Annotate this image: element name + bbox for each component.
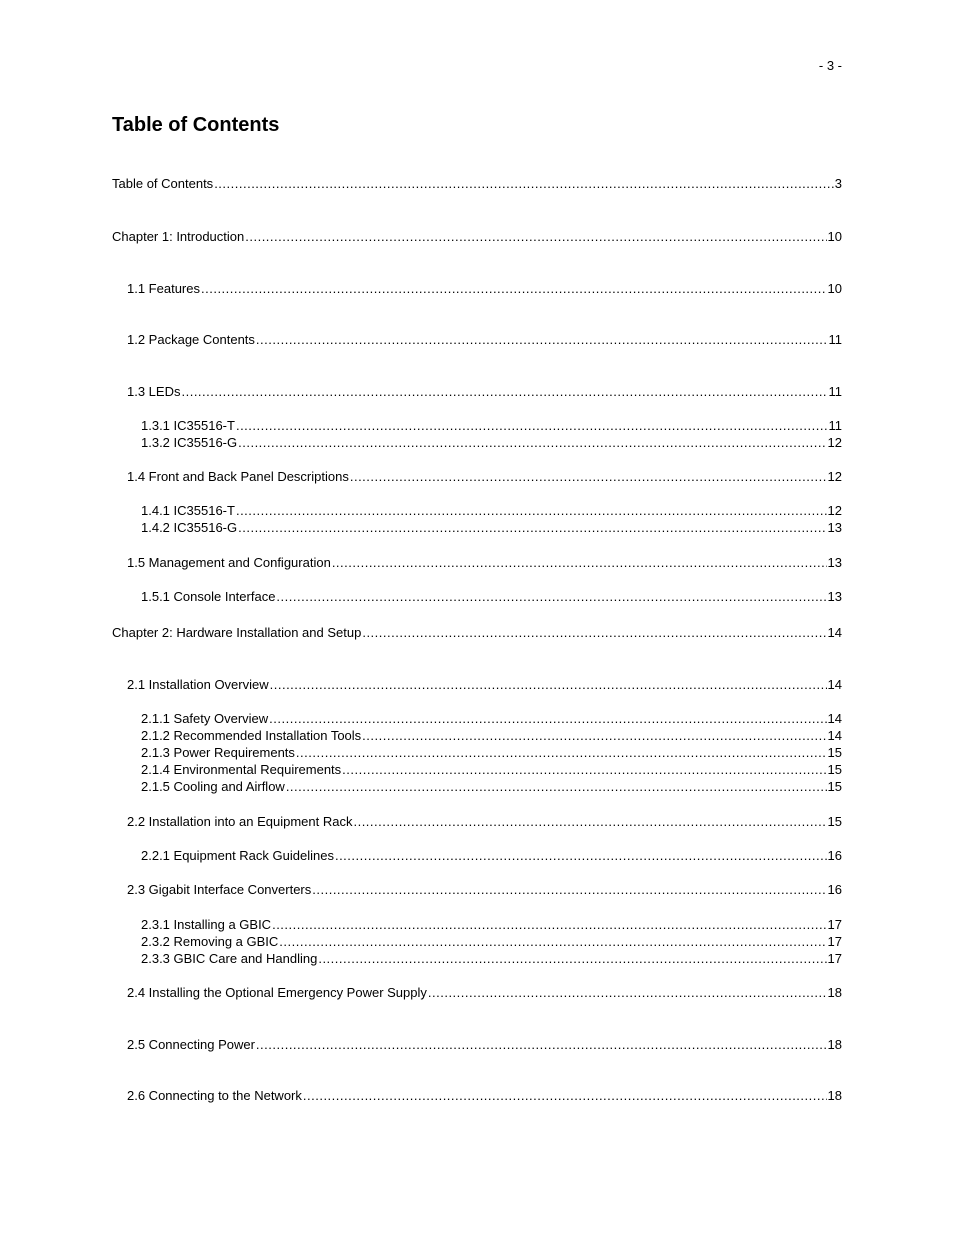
toc-entry-page: 14 [827,625,842,640]
toc-entry-label: 1.4.2 IC35516-G [141,520,238,535]
toc-entry-label: 1.4.1 IC35516-T [141,503,235,518]
dot-leader [428,984,827,1001]
toc-entry-label: 1.1 Features [127,281,200,296]
toc-entry-page: 11 [828,332,842,347]
dot-leader [312,881,826,898]
toc-entry[interactable] [141,847,842,864]
toc-entry-page: 18 [827,1088,842,1103]
toc-entry-page: 12 [827,435,842,450]
toc-entry[interactable] [112,228,842,245]
toc-entry[interactable] [127,331,842,348]
toc-entry[interactable] [141,761,842,778]
toc-entry-label: Chapter 1: Introduction [112,229,245,244]
toc-entry-label: 2.3 Gigabit Interface Converters [127,882,312,897]
toc-entry-page: 14 [827,728,842,743]
toc-entry-page: 13 [827,555,842,570]
dot-leader [270,676,827,693]
dot-leader [201,280,827,297]
page-number: - 3 - [818,58,842,73]
toc-entry[interactable] [141,710,842,727]
toc-entry[interactable] [141,916,842,933]
toc-entry-label: 2.3.2 Removing a GBIC [141,934,279,949]
toc-entry-page: 16 [827,882,842,897]
toc-entry-label: 2.5 Connecting Power [127,1037,255,1052]
dot-leader [181,383,827,400]
toc-entry[interactable] [141,519,842,536]
toc-entry-label: 2.3.1 Installing a GBIC [141,917,272,932]
toc-entry[interactable] [141,950,842,967]
toc-entry[interactable] [141,778,842,795]
toc-entry-label: 2.4 Installing the Optional Emergency Power Supply [127,985,427,1000]
dot-leader [362,727,826,744]
toc-entry-page: 13 [827,589,842,604]
dot-leader [286,778,827,795]
toc-entry-label: 1.5.1 Console Interface [141,589,276,604]
toc-entry[interactable] [141,434,842,451]
toc-entry[interactable] [127,881,842,898]
toc-entry[interactable] [141,588,842,605]
toc-entry[interactable] [141,727,842,744]
dot-leader [236,417,828,434]
toc-entry-label: 2.1.1 Safety Overview [141,711,269,726]
dot-leader [362,624,826,641]
toc-entry-label: 1.5 Management and Configuration [127,555,331,570]
toc-entry[interactable] [127,383,842,400]
toc-entry[interactable] [112,624,842,641]
toc-entry[interactable] [141,502,842,519]
toc-entry-page: 15 [827,779,842,794]
dot-leader [279,933,826,950]
toc-entry-page: 17 [827,934,842,949]
toc-entry[interactable] [112,175,842,192]
toc-entry-page: 11 [828,418,842,433]
toc-entry-label: 2.1.5 Cooling and Airflow [141,779,285,794]
page-title: Table of Contents [112,114,280,136]
dot-leader [238,519,826,536]
dot-leader [318,950,826,967]
toc-entry-label: 1.3.1 IC35516-T [141,418,235,433]
toc-entry[interactable] [127,813,842,830]
toc-entry[interactable] [141,417,842,434]
dot-leader [342,761,826,778]
dot-leader [353,813,826,830]
toc-entry-label: 2.1.3 Power Requirements [141,745,295,760]
dot-leader [256,331,828,348]
toc-entry[interactable] [127,1036,842,1053]
toc-entry-label: 1.2 Package Contents [127,332,255,347]
toc-entry-page: 18 [827,1037,842,1052]
dot-leader [296,744,827,761]
dot-leader [256,1036,827,1053]
dot-leader [238,434,826,451]
toc-entry-page: 14 [827,711,842,726]
toc-entry[interactable] [141,744,842,761]
toc-entry[interactable] [141,933,842,950]
toc-entry-page: 16 [827,848,842,863]
dot-leader [245,228,826,245]
toc-entry-page: 12 [827,503,842,518]
toc-entry-page: 11 [828,384,842,399]
toc-entry[interactable] [127,468,842,485]
toc-entry-label: 2.3.3 GBIC Care and Handling [141,951,318,966]
toc-entry[interactable] [127,280,842,297]
dot-leader [236,502,827,519]
toc-entry-label: 2.6 Connecting to the Network [127,1088,302,1103]
dot-leader [303,1087,827,1104]
dot-leader [272,916,826,933]
toc-entry[interactable] [127,676,842,693]
toc-entry-page: 15 [827,745,842,760]
toc-entry-page: 15 [827,762,842,777]
toc-entry[interactable] [127,984,842,1001]
toc-entry-page: 17 [827,951,842,966]
toc-entry-label: 2.2 Installation into an Equipment Rack [127,814,353,829]
toc-entry[interactable] [127,554,842,571]
toc-entry-page: 10 [827,281,842,296]
dot-leader [269,710,826,727]
toc-entry-label: 2.1.4 Environmental Requirements [141,762,342,777]
toc-entry-label: 2.1 Installation Overview [127,677,269,692]
toc-entry-page: 10 [827,229,842,244]
toc-entry-label: 2.2.1 Equipment Rack Guidelines [141,848,334,863]
toc-entry-page: 14 [827,677,842,692]
toc-entry-page: 15 [827,814,842,829]
toc-entry-label: 1.3.2 IC35516-G [141,435,238,450]
dot-leader [332,554,827,571]
toc-entry-label: Chapter 2: Hardware Installation and Setup [112,625,362,640]
toc-entry-page: 13 [827,520,842,535]
toc-entry-label: 1.3 LEDs [127,384,181,399]
dot-leader [276,588,826,605]
toc-entry-page: 3 [834,176,842,191]
toc-entry[interactable] [127,1087,842,1104]
toc-entry-label: 2.1.2 Recommended Installation Tools [141,728,362,743]
dot-leader [214,175,834,192]
toc-entry-label: 1.4 Front and Back Panel Descriptions [127,469,349,484]
toc-entry-page: 12 [827,469,842,484]
toc-entry-page: 17 [827,917,842,932]
dot-leader [350,468,827,485]
toc-entry-label: Table of Contents [112,176,214,191]
toc-entry-page: 18 [827,985,842,1000]
dot-leader [335,847,827,864]
